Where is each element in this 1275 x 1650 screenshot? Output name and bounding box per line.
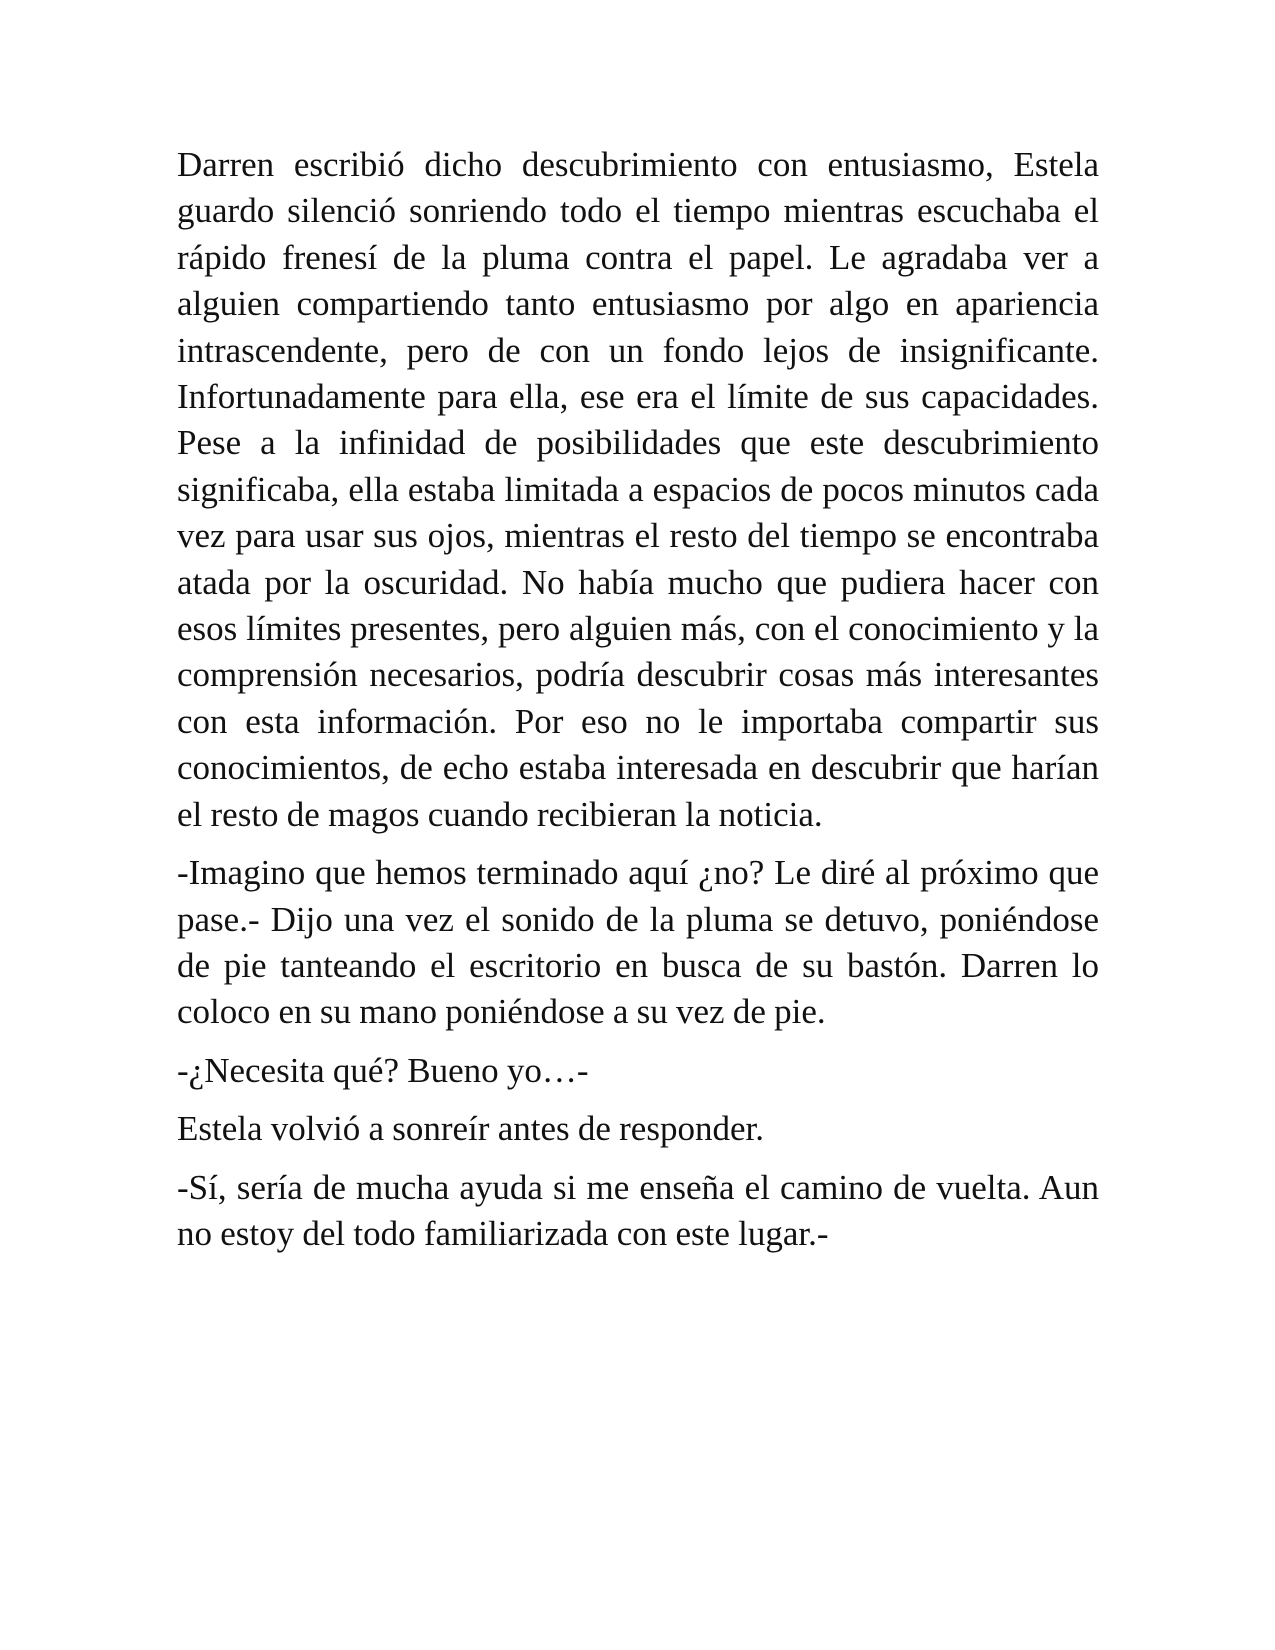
paragraph-1: Darren escribió dicho descubrimiento con entusiasmo, Estela guardo silenció sonriendo todo el tiempo mientras escuchaba el rápido frenesí de la pluma contra el papel. Le agradaba ver a alguien compartiendo tanto entusiasmo por algo en apariencia intrascendente, pero de con un fondo lejos de insignificante. Infortunadamente para ella, ese era el límite de sus capacidades. Pese a la infinidad de posibilidades que este descubrimiento significaba, ella estaba limitada a espacios de pocos minutos cada vez para usar sus ojos, mientras el resto del tiempo se encontraba atada por la oscuridad. No había mucho que pudiera hacer con esos límites presentes, pero alguien más, con el conocimiento y la comprensión necesarios, podría descubrir cosas más interesantes con esta información. Por eso no le importaba compartir sus conocimientos, de echo estaba interesada en descubrir que harían el resto de magos cuando recibieran la noticia. <box>177 145 1099 834</box>
paragraph-4: Estela volvió a sonreír antes de responder. <box>177 1109 764 1149</box>
paragraph-5: -Sí, sería de mucha ayuda si me enseña el camino de vuelta. Aun no estoy del todo familiarizada con este lugar.- <box>177 1167 1099 1253</box>
paragraph-2: -Imagino que hemos terminado aquí ¿no? Le diré al próximo que pase.- Dijo una vez el sonido de la pluma se detuvo, poniéndose de pie tanteando el escritorio en busca de su bastón. Darren lo coloco en su mano poniéndose a su vez de pie. <box>177 853 1099 1032</box>
paragraph-3: -¿Necesita qué? Bueno yo…- <box>177 1050 589 1090</box>
document-page <box>177 142 1099 1269</box>
